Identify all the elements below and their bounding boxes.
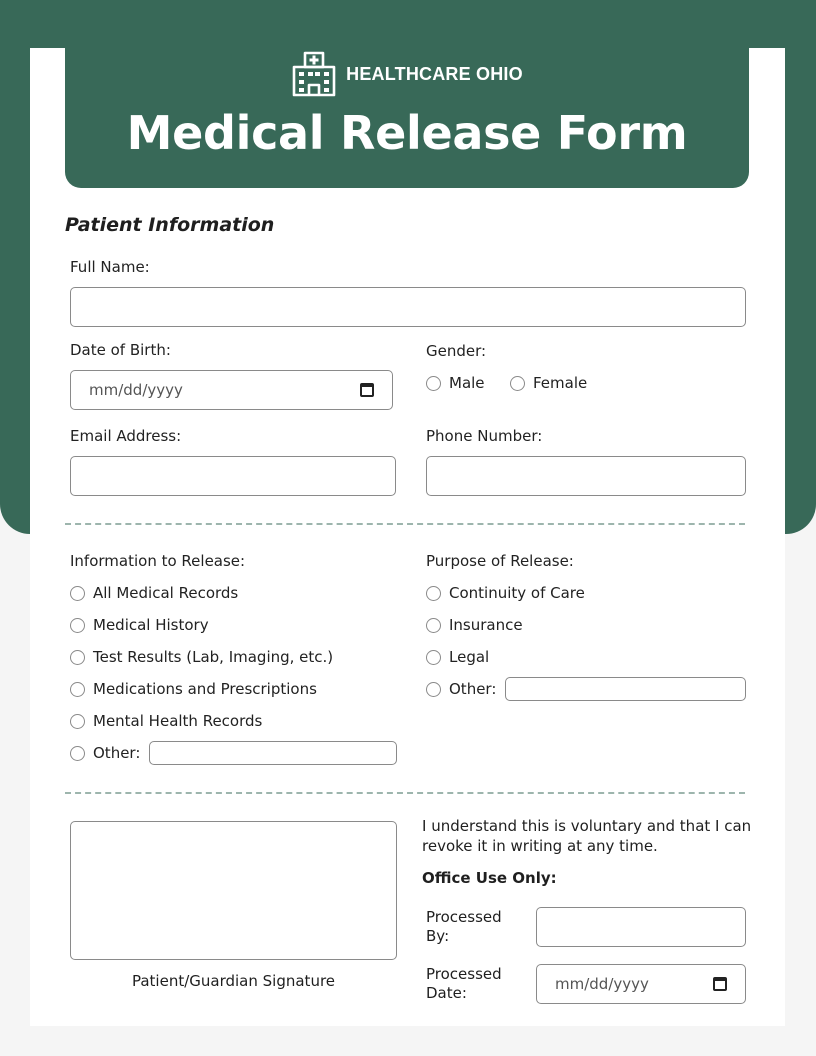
info-option-test-results[interactable] — [70, 648, 333, 666]
section-divider — [65, 523, 745, 525]
email-label: Email Address: — [70, 427, 182, 445]
processed-by-label: Processed By: — [426, 908, 502, 945]
info-option-label: Medications and Prescriptions — [93, 680, 317, 698]
radio-button[interactable] — [70, 650, 85, 665]
purpose-option-legal[interactable] — [426, 648, 489, 666]
info-other-input[interactable] — [149, 741, 397, 765]
radio-button[interactable] — [426, 586, 441, 601]
radio-button[interactable] — [426, 650, 441, 665]
email-input[interactable] — [70, 456, 396, 496]
gender-option-label: Female — [533, 374, 588, 392]
gender-option-label: Male — [449, 374, 485, 392]
full-name-input[interactable] — [70, 287, 746, 327]
form-sheet — [30, 48, 785, 1026]
phone-label: Phone Number: — [426, 427, 543, 445]
radio-button[interactable] — [426, 682, 441, 697]
info-option-other[interactable] — [70, 744, 140, 762]
info-option-all-records[interactable] — [70, 584, 238, 602]
info-option-medical-history[interactable] — [70, 616, 209, 634]
dob-date-input[interactable] — [70, 370, 393, 410]
brand-name: HEALTHCARE OHIO — [346, 63, 523, 84]
phone-input[interactable] — [426, 456, 746, 496]
radio-button[interactable] — [70, 682, 85, 697]
info-option-medications[interactable] — [70, 680, 317, 698]
dob-placeholder: mm/dd/yyyy — [89, 381, 183, 399]
radio-button[interactable] — [426, 376, 441, 391]
info-release-label: Information to Release: — [70, 552, 246, 570]
gender-label: Gender: — [426, 342, 487, 360]
info-option-label: Other: — [93, 744, 141, 762]
purpose-option-label: Continuity of Care — [449, 584, 585, 602]
signature-box[interactable] — [70, 821, 397, 960]
info-option-mental-health[interactable] — [70, 712, 262, 730]
hospital-icon — [291, 51, 337, 97]
signature-label: Patient/Guardian Signature — [131, 972, 336, 990]
purpose-option-other[interactable] — [426, 680, 496, 698]
gender-option-male[interactable] — [426, 374, 485, 392]
section-heading-patient: Patient Information — [65, 214, 275, 236]
dob-label: Date of Birth: — [70, 341, 171, 359]
purpose-option-label: Insurance — [449, 616, 523, 634]
purpose-label: Purpose of Release: — [426, 552, 574, 570]
radio-button[interactable] — [510, 376, 525, 391]
info-option-label: Medical History — [93, 616, 209, 634]
calendar-icon[interactable] — [360, 383, 374, 397]
form-header — [65, 48, 749, 188]
purpose-option-insurance[interactable] — [426, 616, 523, 634]
radio-button[interactable] — [70, 746, 85, 761]
consent-text: I understand this is voluntary and that I can revoke it in writing at any time. — [422, 817, 752, 855]
purpose-option-label: Other: — [449, 680, 497, 698]
purpose-other-input[interactable] — [505, 677, 746, 701]
info-option-label: All Medical Records — [93, 584, 239, 602]
info-option-label: Test Results (Lab, Imaging, etc.) — [93, 648, 334, 666]
radio-button[interactable] — [70, 618, 85, 633]
radio-button[interactable] — [70, 586, 85, 601]
office-use-heading: Office Use Only: — [422, 869, 557, 887]
purpose-option-label: Legal — [449, 648, 490, 666]
brand — [65, 52, 749, 96]
page-title: Medical Release Form — [126, 106, 688, 160]
section-divider — [65, 792, 745, 794]
full-name-label: Full Name: — [70, 258, 150, 276]
purpose-option-continuity[interactable] — [426, 584, 585, 602]
processed-date-label: Processed Date: — [426, 965, 502, 1002]
gender-option-female[interactable] — [510, 374, 587, 392]
processed-date-input[interactable] — [536, 964, 746, 1004]
radio-button[interactable] — [70, 714, 85, 729]
processed-by-input[interactable] — [536, 907, 746, 947]
processed-date-placeholder: mm/dd/yyyy — [555, 975, 649, 993]
info-option-label: Mental Health Records — [93, 712, 263, 730]
radio-button[interactable] — [426, 618, 441, 633]
calendar-icon[interactable] — [713, 977, 727, 991]
